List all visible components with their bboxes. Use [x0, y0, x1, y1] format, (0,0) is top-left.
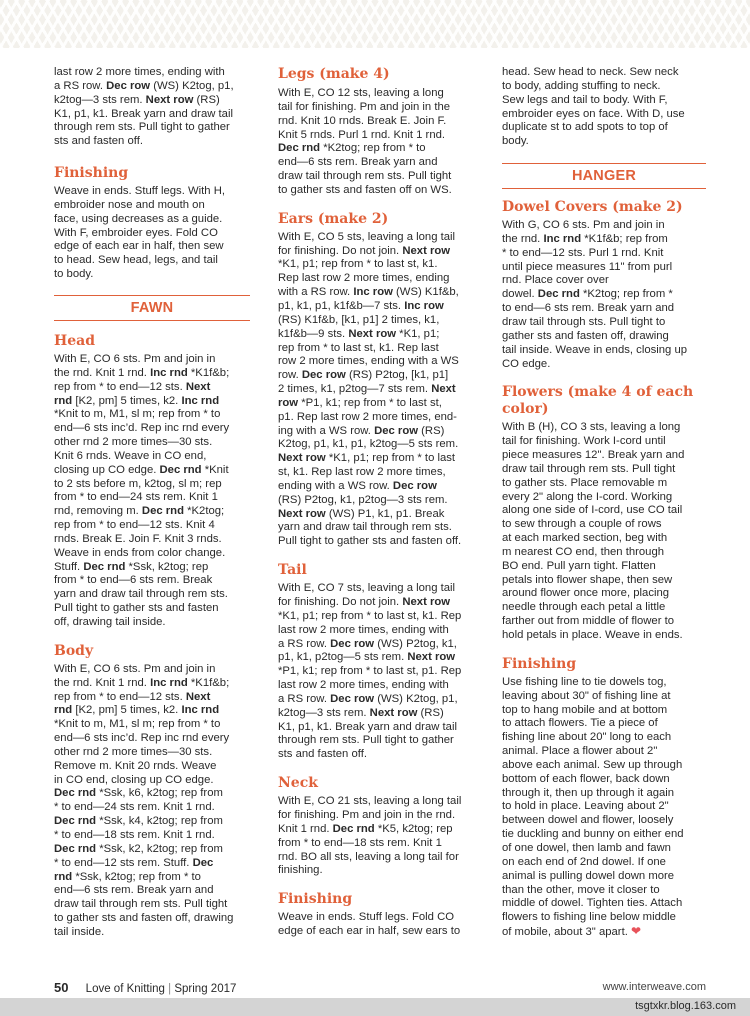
paragraph-text: Use fishing line to tie dowels tog, leaving about 30" of fishing line at top to hang mobile and at bottom to attach flowers. Tie a piece of fishing line about 20" long to each animal. Place a flower about 2" above each animal. Sew up through bottom of each flower, back down through it, then up through it again to hold in place. Leaving about 2" between dowel and flower, loosely tie duckling and bunny on either end of one dowel, then lamb and fawn on each end of 2nd dowel. If one animal is pulling dowel down more than the other, move it closer to middle of dowel. Tighten ties. Attach flowers to fishing line below middle of mobile, about 3" apart.	[502, 675, 684, 939]
subheading-finishing: Finishing	[54, 165, 129, 182]
bold-term: Inc rnd	[543, 232, 582, 245]
subheading-dowel-covers: Dowel Covers (make 2)	[502, 199, 683, 216]
bold-term: Dec rnd	[54, 815, 97, 828]
subheading-finishing: Finishing	[278, 891, 353, 908]
bold-term: Next rnd	[54, 380, 211, 407]
bold-term: Dec row	[330, 692, 375, 705]
bold-term: Dec rnd	[537, 288, 580, 301]
bold-term: Inc rnd	[150, 366, 188, 379]
paragraph: With E, CO 6 sts. Pm and join in the rnd. Knit 1 rnd. Inc rnd *K1f&b; rep from * to end—12 sts. Next rnd [K2, pm] 5 times, k2. Inc rnd *Knit to m, M1, sl m; rep from * to end—6 sts inc’d. Rep inc rnd every other rnd 2 more times—30 sts. Remove m. Knit 20 rnds. Weave in CO end, closing up CO edge. Dec rnd *Ssk, k6, k2tog; rep from * to end—24 sts rem. Knit 1 rnd. Dec rnd *Ssk, k4, k2tog; rep from * to end—18 sts rem. Knit 1 rnd. Dec rnd *Ssk, k2, k2tog; rep from * to end—12 sts rem. Stuff. Dec rnd *Ssk, k2tog; rep from * to end—6 sts rem. Break yarn and draw tail through rem sts. Pull tight to gather sts and fasten off, drawing tail inside.	[54, 662, 234, 938]
bold-term: Next row	[407, 651, 456, 664]
paragraph	[502, 676, 706, 940]
paragraph: With E, CO 21 sts, leaving a long tail for finishing. Pm and join in the rnd. Knit 1 rnd. Dec rnd *K5, k2tog; rep from * to end—18 sts rem. Knit 1 rnd. BO all sts, leaving a long tail for finishing.	[278, 795, 462, 877]
bold-term: Dec rnd	[54, 787, 97, 800]
bold-term: Next row	[278, 507, 326, 520]
bold-term: Dec row	[106, 79, 151, 92]
knit-pattern-header-band	[0, 0, 750, 48]
bold-term: Dec rnd	[83, 560, 126, 573]
footer-folio	[54, 980, 236, 995]
bold-term: Dec row	[330, 637, 375, 650]
bold-term: Inc rnd	[181, 704, 220, 717]
paragraph: head. Sew head to neck. Sew neck to body, adding stuffing to neck. Sew legs and tail to body. With F, embroider eyes on face. With D, use duplicate st to add spots to top of body.	[502, 66, 685, 148]
bold-term: Next row	[348, 327, 397, 340]
bold-term: Inc row	[404, 299, 444, 312]
footer-website: www.interweave.com	[602, 981, 706, 993]
watermark-credit: tsgtxkr.blog.163.com	[635, 1000, 736, 1012]
bold-term: Next row	[278, 452, 326, 465]
bold-term: Inc rnd	[181, 394, 220, 407]
bold-term: Dec rnd	[54, 842, 97, 855]
bold-term: Next rnd	[54, 690, 211, 717]
bold-term: Dec row	[374, 424, 419, 437]
subheading-flowers: Flowers (make 4 of each color)	[502, 384, 694, 418]
bold-term: Inc rnd	[150, 676, 188, 689]
column-2	[278, 66, 480, 939]
heart-icon: ❤	[630, 924, 642, 939]
bold-term: Dec row	[301, 369, 346, 382]
bold-term: Next row	[145, 93, 194, 106]
bold-term: Dec row	[392, 479, 437, 492]
spacer	[54, 149, 250, 165]
paragraph: With E, CO 5 sts, leaving a long tail for finishing. Do not join. Next row *K1, p1; rep from * to last st, k1. Rep last row 2 more times, ending with a RS row. Inc row (WS) K1f&b, p1, k1, p1, k1f&b—7 sts. Inc row (RS) K1f&b, [k1, p1] 2 times, k1, k1f&b—9 sts. Next row *K1, p1; rep from * to last st, k1. Rep last row 2 more times, ending with a WS row. Dec row (RS) P2tog, [k1, p1] 2 times, k1, p2tog—7 sts rem. Next row *P1, k1; rep from * to last st, p1. Rep last row 2 more times, end- ing with a WS row. Dec row (RS) K2tog, p1, k1, p1, k2tog—5 sts rem. Next row *K1, p1; rep from * to last st, k1. Rep last row 2 more times, ending with a WS row. Dec row (RS) P2tog, k1, p2tog—3 sts rem. Next row (WS) P1, k1, p1. Break yarn and draw tail through rem sts. Pull tight to gather sts and fasten off.	[278, 230, 462, 548]
column-1	[54, 66, 250, 940]
bold-term: Inc row	[353, 286, 393, 299]
subheading-ears: Ears (make 2)	[278, 210, 389, 227]
issue-date: Spring 2017	[174, 983, 237, 995]
column-3	[502, 66, 706, 940]
page-number: 50	[54, 980, 69, 995]
subheading-head: Head	[54, 332, 95, 349]
footer-divider: |	[168, 983, 172, 995]
bold-term: Dec rnd	[141, 505, 184, 518]
bold-term: Next row	[402, 596, 451, 608]
subheading-legs: Legs (make 4)	[278, 66, 390, 82]
paragraph: With G, CO 6 sts. Pm and join in the rnd. Inc rnd *K1f&b; rep from * to end—12 sts. Purl 1 rnd. Knit until piece measures 11" from purl rnd. Place cover over dowel. Dec rnd *K2tog; rep from * to end—6 sts rem. Break yarn and draw tail through sts. Pull tight to gather sts and fasten off, drawing tail inside. Weave in ends, closing up CO edge.	[502, 219, 688, 370]
bold-term: Dec rnd	[159, 463, 202, 476]
bold-term: Dec rnd	[278, 142, 321, 155]
paragraph: last row 2 more times, ending with a RS row. Dec row (WS) K2tog, p1, k2tog—3 sts rem. Next row (RS) K1, p1, k1. Break yarn and draw tail through rem sts. Pull tight to gather sts and fasten off.	[54, 66, 234, 148]
paragraph: Weave in ends. Stuff legs. With H, embroider nose and mouth on face, using decreases as a guide. With F, embroider eyes. Fold CO edge of each ear in half, then sew to head. Sew head, legs, and tail to body.	[54, 185, 225, 281]
paragraph: With B (H), CO 3 sts, leaving a long tail for finishing. Work I-cord until piece measures 12". Break yarn and draw tail through rem sts. Pull tight to gather sts. Place removable m every 2" along the I-cord. Working along one side of I-cord, use CO tail to sew through a couple of rows at each marked section, beg with m nearest CO end, then through BO end. Pull yarn tight. Flatten petals into flower shape, then sew around flower once more, placing needle through each petal a little farther out from middle of flower to hold petals in place. Weave in ends.	[502, 421, 685, 641]
subheading-tail: Tail	[278, 562, 307, 579]
paragraph: With E, CO 6 sts. Pm and join in the rnd. Knit 1 rnd. Inc rnd *K1f&b; rep from * to end—12 sts. Next rnd [K2, pm] 5 times, k2. Inc rnd *Knit to m, M1, sl m; rep from * to end—6 sts inc’d. Rep inc rnd every other rnd 2 more times—30 sts. Knit 6 rnds. Weave in CO end, closing up CO edge. Dec rnd *Knit to 2 sts before m, k2tog, sl m; rep from * to end—24 sts rem. Knit 1 rnd, removing m. Dec rnd *K2tog; rep from * to end—12 sts. Knit 4 rnds. Break E. Join F. Knit 3 rnds. Weave in ends from color change. Stuff. Dec rnd *Ssk, k2tog; rep from * to end—6 sts rem. Break yarn and draw tail through rem sts. Pull tight to gather sts and fasten off, drawing tail inside.	[54, 352, 230, 628]
subheading-neck: Neck	[278, 775, 318, 792]
section-heading-fawn: FAWN	[54, 295, 250, 321]
bold-term: Dec rnd	[332, 822, 375, 835]
paragraph: With E, CO 12 sts, leaving a long tail for finishing. Pm and join in the rnd. Knit 10 rnds. Break E. Join F. Knit 5 rnds. Purl 1 rnd. Knit 1 rnd. Dec rnd *K2tog; rep from * to end—6 sts rem. Break yarn and draw tail through rem sts. Pull tight to gather sts and fasten off on WS.	[278, 87, 452, 196]
bold-term: Next row	[369, 706, 418, 719]
subheading-finishing: Finishing	[502, 655, 577, 672]
subheading-body: Body	[54, 642, 94, 659]
paragraph: Weave in ends. Stuff legs. Fold CO edge of each ear in half, sew ears to	[278, 911, 461, 938]
bold-term: Next row	[278, 383, 456, 409]
bold-term: Next row	[402, 244, 451, 257]
credit-bar	[0, 998, 750, 1016]
section-heading-hanger: HANGER	[502, 163, 706, 189]
paragraph: With E, CO 7 sts, leaving a long tail for finishing. Do not join. Next row *K1, p1; rep from * to last st, k1. Rep last row 2 more times, ending with a RS row. Dec row (WS) P2tog, k1, p1, k1, p2tog—5 sts rem. Next row *P1, k1; rep from * to last st, p1. Rep last row 2 more times, ending with a RS row. Dec row (WS) K2tog, p1, k2tog—3 sts rem. Next row (RS) K1, p1, k1. Break yarn and draw tail through rem sts. Pull tight to gather sts and fasten off.	[278, 582, 462, 761]
bold-term: Dec rnd	[54, 856, 214, 883]
magazine-name: Love of Knitting	[85, 983, 165, 995]
